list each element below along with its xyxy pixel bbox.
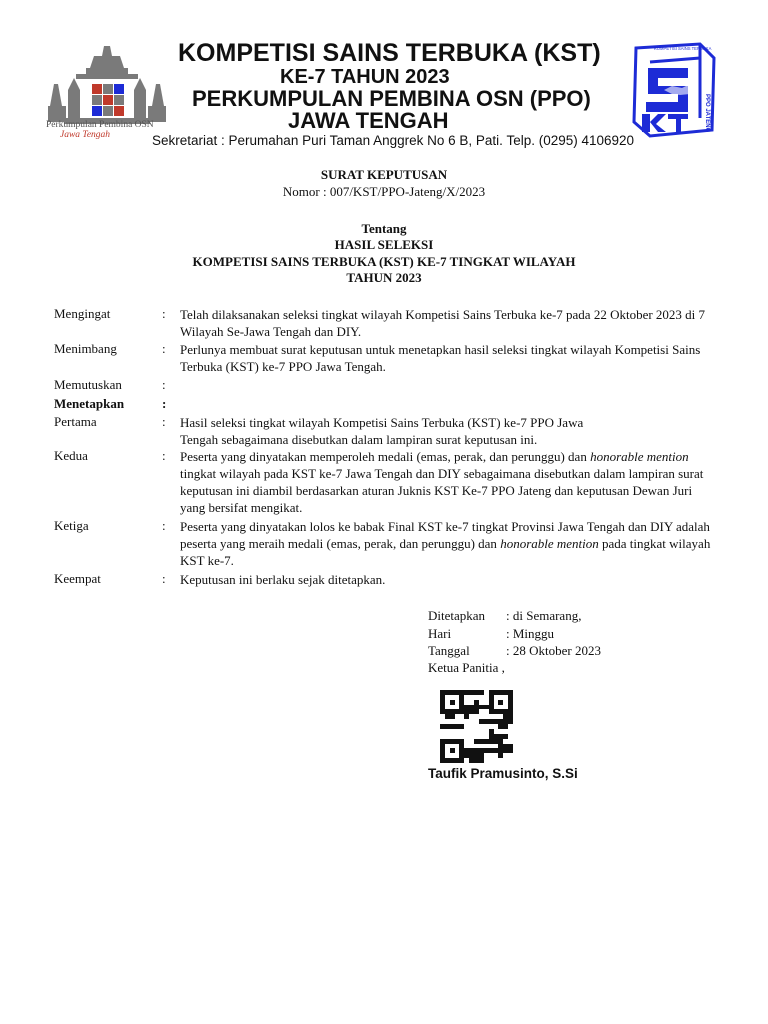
header-address: Sekretariat : Perumahan Puri Taman Anggrek No 6 B, Pati. Telp. (0295) 4106920 [152, 133, 635, 148]
doc-subject-line2: KOMPETISI SAINS TERBUKA (KST) KE-7 TINGKAT WILAYAH [192, 254, 576, 269]
sig-name: Taufik Pramusinto, S.Si [428, 766, 578, 781]
doc-about: Tentang [361, 221, 407, 236]
colon-ketiga: : [162, 518, 166, 533]
colon-mengingat: : [162, 306, 166, 321]
kst-ring-text: KOMPETISI SAINS TERBUKA [654, 46, 712, 51]
kst-right-logo [624, 38, 720, 142]
colon-menimbang: : [162, 341, 166, 356]
label-pertama: Pertama [54, 414, 97, 429]
colon-keempat: : [162, 571, 166, 586]
sig-date-value: : 28 Oktober 2023 [506, 643, 601, 658]
doc-subject-line3: TAHUN 2023 [346, 270, 422, 285]
colon-memutuskan: : [162, 377, 166, 392]
sig-place-value: : di Semarang, [506, 608, 582, 623]
header-title-organizer: PERKUMPULAN PEMBINA OSN (PPO) [192, 86, 591, 111]
label-memutuskan: Memutuskan [54, 377, 122, 392]
sig-role: Ketua Panitia , [428, 660, 505, 675]
sig-date-label: Tanggal [428, 643, 470, 658]
qr-code-signature [440, 690, 513, 763]
sig-day-value: : Minggu [506, 626, 555, 641]
text-kedua-part2: tingkat wilayah pada KST ke-7 Jawa Tengah dan DIY sebagaimana disebutkan dalam lampiran surat keputusan ini diambil berdasarkan aturan Juknis KST Ke-7 PPO Jateng dan keputusan Dewan Juri yang bersifat mengikat. [180, 466, 704, 515]
ppo-left-logo [46, 44, 168, 148]
label-mengingat: Mengingat [54, 306, 111, 321]
text-menimbang: Perlunya membuat surat keputusan untuk menetapkan hasil seleksi tingkat wilayah Kompetisi Sains Terbuka (KST) ke-7 PPO Jawa Tengah. [180, 342, 701, 374]
text-ketiga-part2: pada tingkat wilayah KST ke-7. [180, 536, 711, 568]
doc-subject-line1: HASIL SELEKSI [334, 237, 434, 252]
text-pertama: Hasil seleksi tingkat wilayah Kompetisi Sains Terbuka (KST) ke-7 PPO Jawa Tengah sebagaimana disebutkan dalam lampiran surat keputusan ini. [180, 415, 584, 447]
logo-caption-line2: Jawa Tengah [60, 130, 111, 140]
text-kedua-italic: honorable mention [590, 449, 689, 464]
text-ketiga-italic: honorable mention [500, 536, 599, 551]
kst-side-text: PPO JATENG [704, 94, 710, 133]
logo-caption-line1: Perkumpulan Pembina OSN [46, 120, 154, 130]
kst-emblem-icon [624, 38, 720, 142]
text-mengingat: Telah dilaksanakan seleksi tingkat wilayah Kompetisi Sains Terbuka ke-7 pada 22 Oktober 2023 di 7 Wilayah Se-Jawa Tengah dan DIY. [180, 307, 706, 339]
borobudur-temple-icon [46, 44, 168, 126]
text-keempat: Keputusan ini berlaku sejak ditetapkan. [180, 572, 386, 587]
doc-heading: SURAT KEPUTUSAN [320, 167, 448, 182]
colon-menetapkan: : [162, 396, 167, 411]
sig-place-label: Ditetapkan [428, 608, 486, 623]
text-kedua [180, 448, 720, 516]
label-kedua: Kedua [54, 448, 88, 463]
header-title-competition: KOMPETISI SAINS TERBUKA (KST) [178, 39, 601, 67]
sig-day-label: Hari [428, 626, 452, 641]
text-ketiga [180, 518, 720, 569]
text-kedua-part1: Peserta yang dinyatakan memperoleh medali (emas, perak, dan perunggu) dan [180, 449, 591, 464]
text-ketiga-part1: Peserta yang dinyatakan lolos ke babak Final KST ke-7 tingkat Provinsi Jawa Tengah dan DIY adalah peserta yang meraih medali (emas, perak, dan perunggu) dan [180, 519, 710, 551]
label-ketiga: Ketiga [54, 518, 89, 533]
colon-pertama: : [162, 414, 166, 429]
header-title-region: JAWA TENGAH [288, 108, 449, 133]
label-menimbang: Menimbang [54, 341, 117, 356]
header-title-edition: KE-7 TAHUN 2023 [280, 66, 450, 88]
label-menetapkan: Menetapkan [54, 396, 125, 411]
colon-kedua: : [162, 448, 166, 463]
label-keempat: Keempat [54, 571, 101, 586]
doc-number: Nomor : 007/KST/PPO-Jateng/X/2023 [282, 184, 486, 199]
